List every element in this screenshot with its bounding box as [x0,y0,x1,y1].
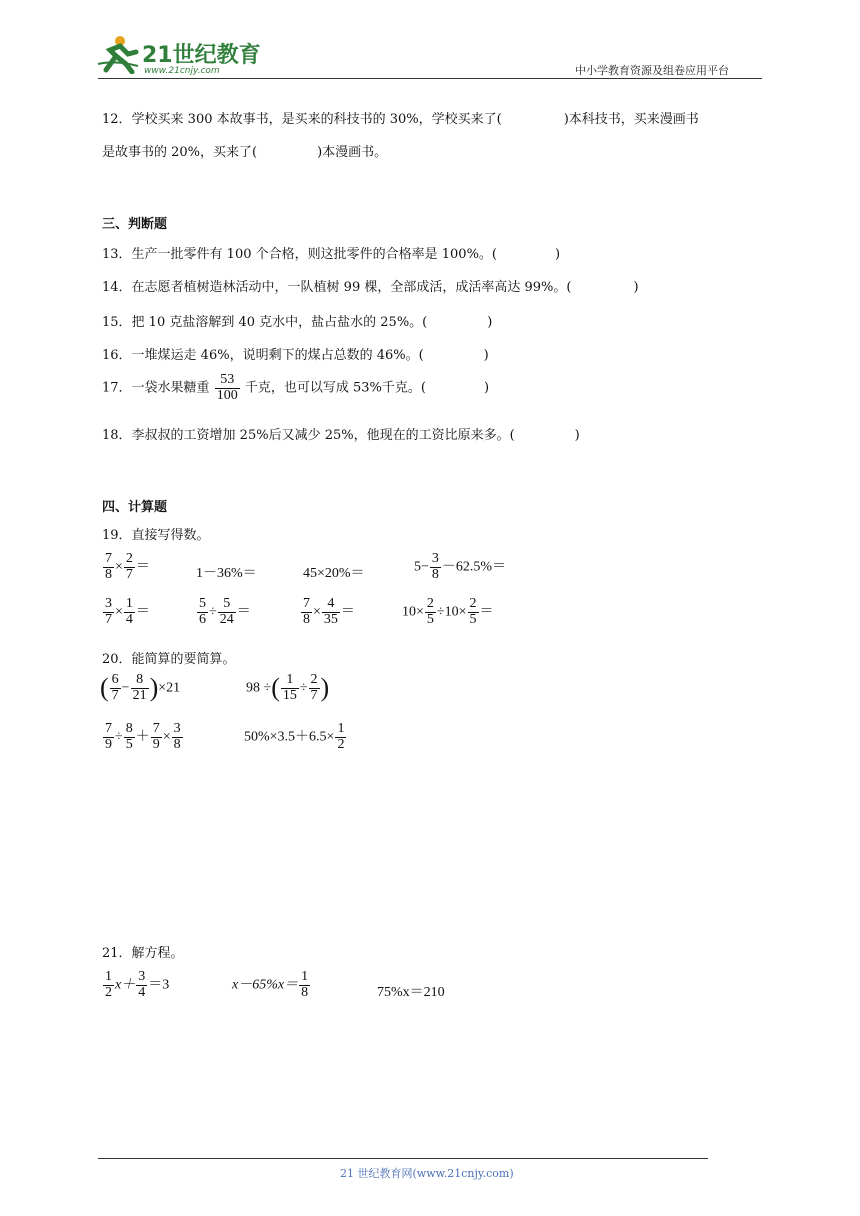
q20-expr-1: ( $\frac{6}{7}$ − $\frac{8}{21}$ )×21 [100,672,181,703]
q12-line1: 12．学校买来 300 本故事书，是买来的科技书的 30%，学校买来了( )本科技书，买来漫画书 [102,112,699,127]
question-17: 17．一袋水果糖重 $\frac{53}{100}$ 千克，也可以写成 53%千克。( ) [102,372,490,403]
question-14: 14．在志愿者植树造林活动中，一队植树 99 棵，全部成活，成活率高达 99%。( ) [102,280,639,295]
footer-link[interactable]: 21 世纪教育网(www.21cnjy.com) [340,1167,514,1180]
q12-line2: 是故事书的 20%，买来了( )本漫画书。 [102,145,388,160]
logo-url: www.21cnjy.com [144,66,220,76]
q19-expr-3: 45×20%＝ [303,566,365,581]
q20-expr-4: 50%×3.5＋6.5× $\frac{1}{2}$ [244,721,345,752]
question-18: 18．李叔叔的工资增加 25%后又减少 25%，他现在的工资比原来多。( ) [102,428,580,443]
q19-expr-8: 10× $\frac{2}{5}$ ÷10× $\frac{2}{5}$ ＝ [402,596,494,627]
site-logo [96,34,266,80]
question-13: 13．生产一批零件有 100 个合格，则这批零件的合格率是 100%。( ) [102,247,561,262]
runner-logo-icon [96,34,140,74]
q20-expr-3: $\frac{7}{9}$ ÷ $\frac{8}{5}$ ＋ $\frac{7}{9}$ × $\frac{3}{8}$ [105,721,181,752]
q17-fraction: $\frac{53}{100}$ [216,372,238,403]
q19-expr-7: $\frac{7}{8}$ × $\frac{4}{35}$ ＝ [303,596,355,627]
q19-expr-2: 1－36%＝ [196,566,257,581]
logo-title: 21世纪教育 [142,43,261,68]
q19-expr-5: $\frac{3}{7}$ × $\frac{1}{4}$ ＝ [105,596,150,627]
q20-title: 20．能简算的要简算。 [102,652,236,667]
section-3-title: 三、判断题 [102,217,168,232]
header-platform-text: 中小学教育资源及组卷应用平台 [575,64,729,77]
q19-expr-4: 5− $\frac{3}{8}$ －62.5%＝ [414,551,507,582]
footer-divider [98,1158,708,1159]
q19-expr-1: $\frac{7}{8}$ × $\frac{2}{7}$ ＝ [105,551,150,582]
q19-title: 19．直接写得数。 [102,528,210,543]
q21-equation-2: x－65%x＝ $\frac{1}{8}$ [232,969,309,1000]
section-4-title: 四、计算题 [102,500,168,515]
question-16: 16．一堆煤运走 46%，说明剩下的煤占总数的 46%。( ) [102,348,489,363]
q19-expr-6: $\frac{5}{6}$ ÷ $\frac{5}{24}$ ＝ [199,596,251,627]
question-15: 15．把 10 克盐溶解到 40 克水中，盐占盐水的 25%。( ) [102,315,493,330]
q21-equation-1: $\frac{1}{2}$ x＋ $\frac{3}{4}$ ＝3 [105,969,170,1000]
q20-expr-2: 98 ÷( $\frac{1}{15}$ ÷ $\frac{2}{7}$ ) [246,672,330,703]
q21-title: 21．解方程。 [102,946,184,961]
q21-equation-3: 75%x＝210 [377,985,445,1000]
header-divider [98,78,762,79]
